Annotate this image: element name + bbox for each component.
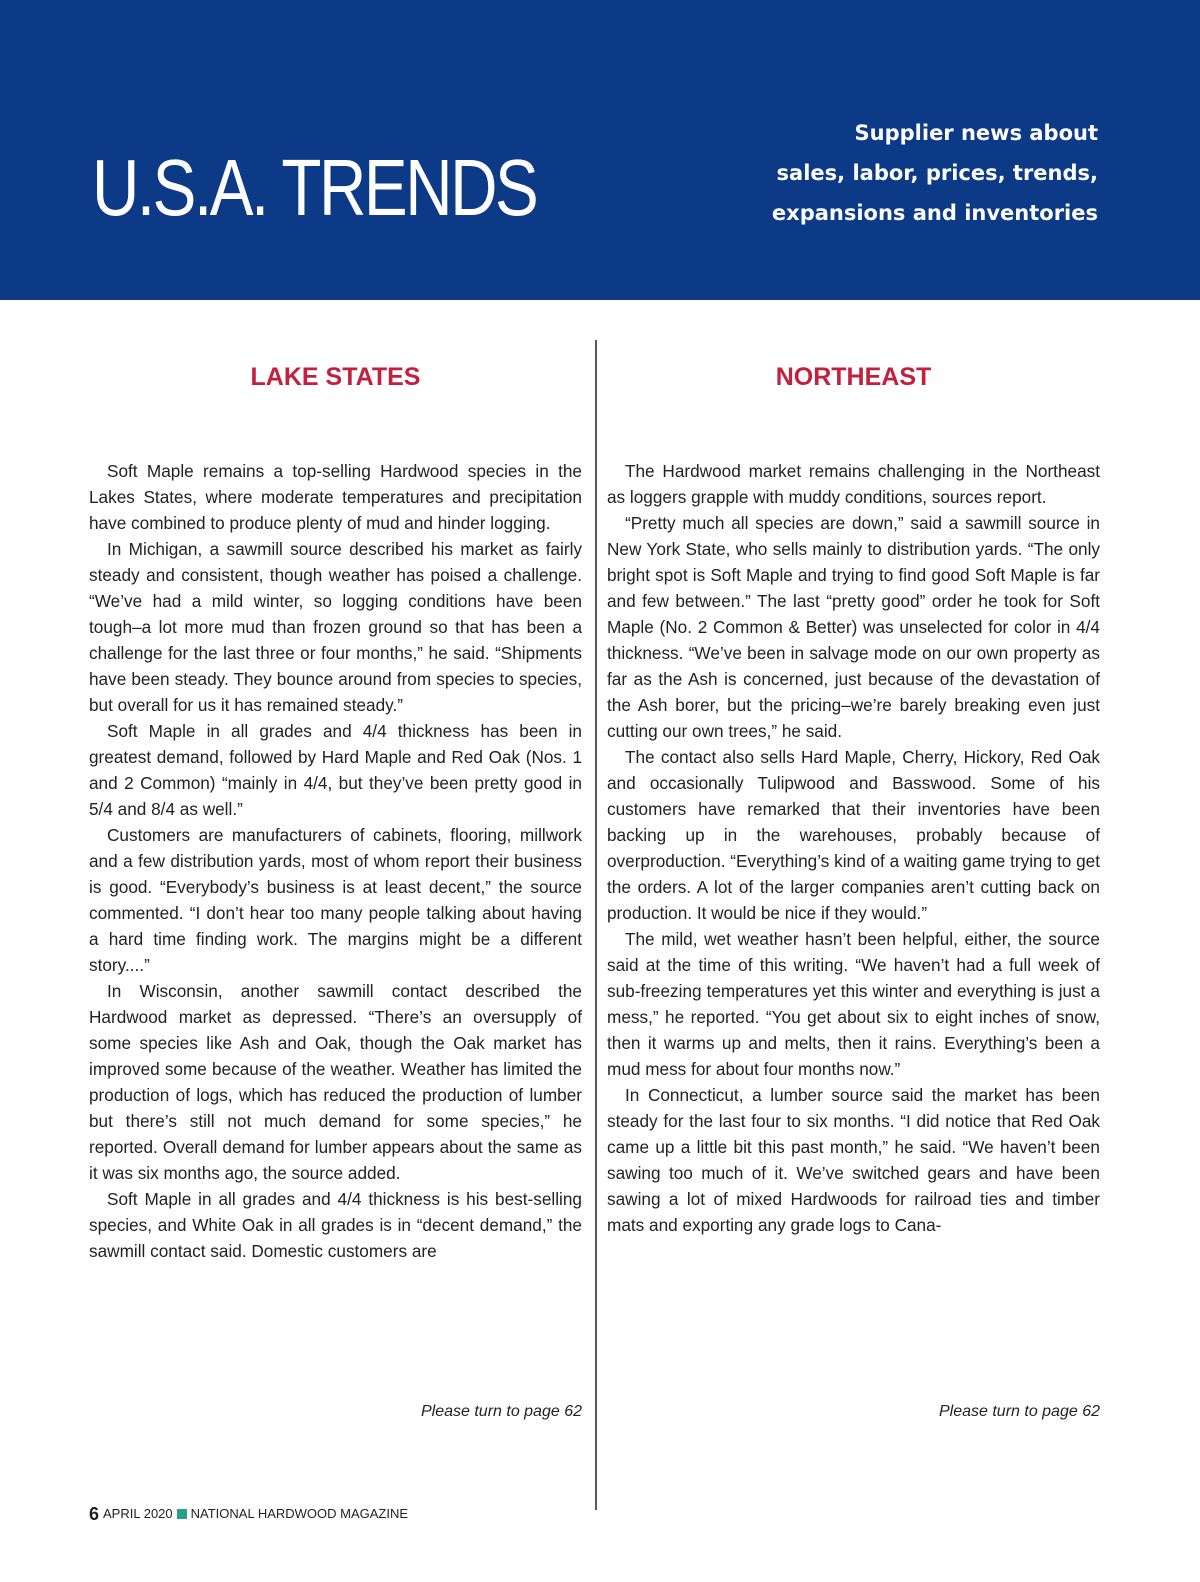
publication-name: NATIONAL HARDWOOD MAGAZINE — [190, 1506, 409, 1521]
article-paragraph: The contact also sells Hard Maple, Cherry, Hickory, Red Oak and occasionally Tulipwood and Basswood. Some of his customers have remarked that their inventories have been backing up in the warehouses, probably because of overproduction. “Everything’s kind of a waiting game trying to get the orders. A lot of the larger companies aren’t cutting back on production. It would be nice if they would.” — [607, 747, 1100, 923]
article-paragraph: In Connecticut, a lumber source said the market has been steady for the last four to six months. “I did notice that Red Oak came up a little bit this past month,” he said. “We haven’t been sawing too much of it. We’ve switched gears and have been sawing a lot of mixed Hardwoods for railroad ties and timber mats and exporting any grade logs to Cana- — [607, 1085, 1100, 1235]
header-banner — [0, 0, 1200, 300]
section-heading-lake-states: LAKE STATES — [250, 363, 421, 391]
article-paragraph: Soft Maple remains a top-selling Hardwood species in the Lakes States, where moderate temperatures and precipitation have combined to produce plenty of mud and hinder logging. — [89, 461, 582, 533]
issue-date: APRIL 2020 — [103, 1506, 173, 1521]
article-paragraph: Customers are manufacturers of cabinets, flooring, millwork and a few distribution yards, most of whom report their business is good. “Everybody’s business is at least decent,” the source commented. “I don’t hear too many people talking about having a hard time finding work. The margins might be a different story....” — [89, 825, 582, 975]
page-number: 6 — [89, 1504, 100, 1524]
continuation-note-lake-states: Please turn to page 62 — [420, 1403, 582, 1420]
article-lake-states — [89, 458, 582, 1318]
article-paragraph: Soft Maple in all grades and 4/4 thickness is his best-selling species, and White Oak in all grades is in “decent demand,” the sawmill contact said. Domestic customers are — [89, 1189, 582, 1261]
column-divider — [595, 340, 597, 1510]
page-title: U.S.A. TRENDS — [92, 143, 537, 232]
page-footer — [89, 1503, 408, 1525]
banner-subtitle — [772, 113, 1098, 233]
section-heading-northeast: NORTHEAST — [775, 363, 932, 391]
continuation-note-northeast: Please turn to page 62 — [938, 1403, 1100, 1420]
article-paragraph: In Michigan, a sawmill source described his market as fairly steady and consistent, though weather has poised a challenge. “We’ve had a mild winter, so logging conditions have been tough–a lot more mud than frozen ground so that has been a challenge for the last three or four months,” he said. “Shipments have been steady. They bounce around from species to species, but overall for us it has remained steady.” — [89, 539, 582, 715]
article-paragraph: The mild, wet weather hasn’t been helpful, either, the source said at the time of this writing. “We haven’t had a full week of sub-freezing temperatures yet this winter and everything is just a mess,” he reported. “You get about six to eight inches of snow, then it warms up and melts, then it rains. Everything’s been a mud mess for about four months now.” — [607, 929, 1100, 1079]
article-paragraph: In Wisconsin, another sawmill contact described the Hardwood market as depressed. “There’s an oversupply of some species like Ash and Oak, though the Oak market has improved some because of the weather. Weather has limited the production of logs, which has reduced the production of lumber but there’s still not much demand for some species,” he reported. Overall demand for lumber appears about the same as it was six months ago, the source added. — [89, 981, 582, 1183]
article-paragraph: “Pretty much all species are down,” said a sawmill source in New York State, who sells mainly to distribution yards. “The only bright spot is Soft Maple and trying to find good Soft Maple is far and few between.” The last “pretty good” order he took for Soft Maple (No. 2 Common & Better) was unselected for color in 4/4 thickness. “We’ve been in salvage mode on our own property as far as the Ash is concerned, just because of the devastation of the Ash borer, but the pricing–we’re barely breaking even just cutting our own trees,” he said. — [607, 513, 1100, 741]
article-northeast — [607, 458, 1100, 1318]
article-paragraph: Soft Maple in all grades and 4/4 thickness has been in greatest demand, followed by Hard Maple and Red Oak (Nos. 1 and 2 Common) “mainly in 4/4, but they’ve been pretty good in 5/4 and 8/4 as well.” — [89, 721, 582, 819]
banner-subtitle-line: Supplier news about — [854, 121, 1098, 145]
banner-subtitle-line: sales, labor, prices, trends, — [776, 161, 1098, 185]
banner-subtitle-line: expansions and inventories — [771, 201, 1098, 225]
article-paragraph: The Hardwood market remains challenging in the Northeast as loggers grapple with muddy conditions, sources report. — [607, 461, 1100, 507]
footer-square-icon — [177, 1509, 187, 1519]
